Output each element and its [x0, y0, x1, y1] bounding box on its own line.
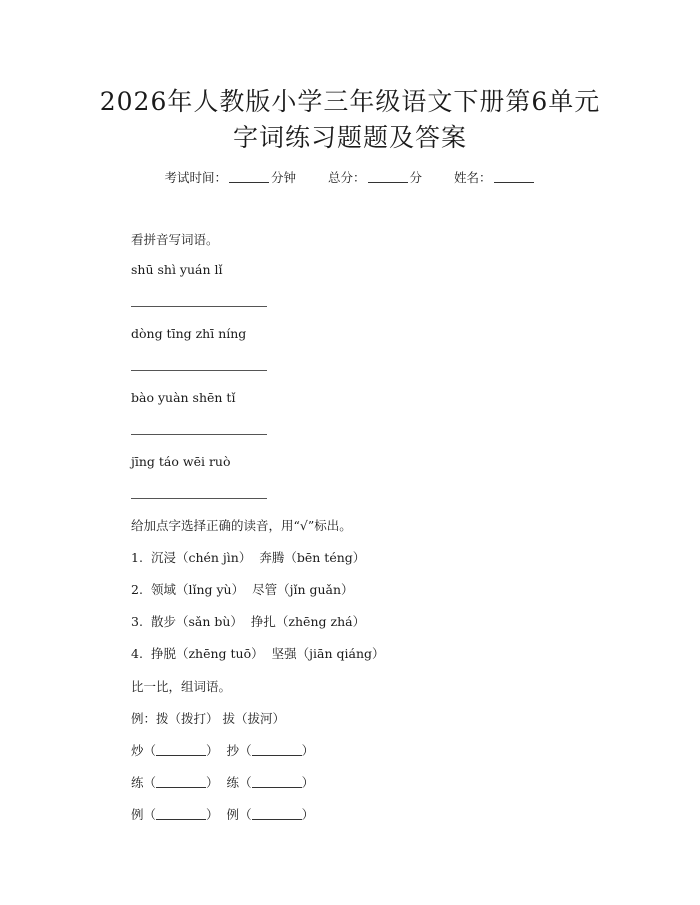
score-label: 总分： [327, 170, 366, 185]
pinyin-option[interactable]: （jǐn guǎn） [277, 582, 354, 597]
question-number: 4. [131, 646, 143, 661]
pinyin-item: bào yuàn shēn tǐ [131, 390, 236, 405]
time-field [164, 170, 300, 185]
question-number: 1. [131, 550, 143, 565]
name-label: 姓名： [454, 170, 492, 185]
pinyin-option[interactable]: （sǎn bù） [175, 614, 243, 629]
score-blank[interactable] [368, 170, 408, 183]
pinyin-item: shū shì yuán lǐ [131, 262, 223, 277]
answer-line[interactable] [131, 306, 267, 307]
word: 散步 [150, 614, 176, 629]
question-item [131, 612, 365, 630]
answer-blank[interactable] [156, 808, 206, 820]
time-label: 考试时间： [164, 170, 227, 185]
section3-heading: 比一比，组词语。 [131, 679, 232, 694]
word: 挣扎 [250, 614, 276, 629]
page-title-line1: 2026年人教版小学三年级语文下册第6单元 [99, 87, 601, 116]
answer-blank[interactable] [252, 808, 302, 820]
score-unit: 分 [409, 170, 423, 185]
question-item [131, 644, 385, 662]
word: 沉浸 [150, 550, 176, 565]
character: 炒 [131, 743, 144, 758]
pinyin-option[interactable]: （bēn téng） [284, 550, 366, 565]
pinyin-option[interactable]: （zhēng zhá） [275, 614, 366, 629]
name-blank[interactable] [494, 170, 534, 183]
word: 坚强 [271, 646, 297, 661]
section1-heading: 看拼音写词语。 [131, 232, 219, 247]
example-line: 例：拨（拨打） 拔（拔河） [131, 711, 285, 726]
pinyin-option[interactable]: （zhēng tuō） [175, 646, 264, 661]
character: 例 [131, 807, 144, 822]
answer-blank[interactable] [252, 744, 302, 756]
word: 奔腾 [259, 550, 285, 565]
question-number: 2. [131, 582, 143, 597]
answer-blank[interactable] [156, 776, 206, 788]
word: 领域 [150, 582, 176, 597]
name-field [454, 170, 536, 185]
compare-row: 练（ ） 练（ ） [131, 775, 315, 790]
pinyin-option[interactable]: （lǐng yù） [175, 582, 245, 597]
answer-line[interactable] [131, 434, 267, 435]
character: 抄 [226, 743, 240, 758]
pinyin-option[interactable]: （chén jìn） [175, 550, 252, 565]
answer-line[interactable] [131, 498, 267, 499]
time-blank[interactable] [229, 170, 269, 183]
character: 例 [226, 807, 240, 822]
compare-row: 例（ ） 例（ ） [131, 807, 315, 822]
page-title-line2: 字词练习题题及答案 [232, 123, 467, 152]
pinyin-item: dòng tīng zhī níng [131, 326, 247, 341]
time-unit: 分钟 [270, 170, 296, 185]
answer-line[interactable] [131, 370, 267, 371]
pinyin-item: jīng táo wēi ruò [131, 454, 231, 469]
word: 尽管 [252, 582, 278, 597]
question-number: 3. [131, 614, 143, 629]
answer-blank[interactable] [156, 744, 206, 756]
character: 练 [131, 775, 144, 790]
exam-meta [0, 168, 700, 186]
character: 练 [226, 775, 240, 790]
word: 挣脱 [150, 646, 176, 661]
compare-row: 炒（ ） 抄（ ） [131, 743, 315, 758]
score-field [328, 170, 426, 185]
answer-blank[interactable] [252, 776, 302, 788]
question-item [131, 548, 365, 566]
section2-heading: 给加点字选择正确的读音，用“√”标出。 [131, 518, 352, 533]
question-item [131, 580, 354, 598]
pinyin-option[interactable]: （jiān qiáng） [296, 646, 385, 661]
